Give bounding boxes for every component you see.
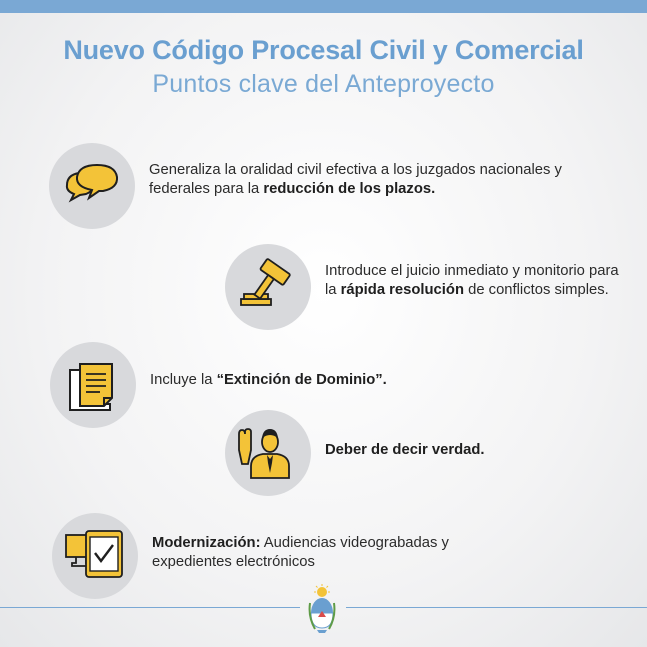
- item-2-text: Introduce el juicio inmediato y monitorio para la rápida resolución de conflictos simples.: [325, 263, 619, 298]
- documents-icon: [50, 342, 136, 428]
- footer-line-left: [0, 607, 300, 608]
- item-2-circle: [225, 244, 311, 330]
- footer-line-right: [346, 607, 647, 608]
- argentina-coat-of-arms-icon: [307, 583, 337, 635]
- item-5-circle: [52, 513, 138, 599]
- page-subtitle: Puntos clave del Anteproyecto: [152, 70, 495, 98]
- top-bar: [0, 0, 647, 13]
- item-3-circle: [50, 342, 136, 428]
- page-title: Nuevo Código Procesal Civil y Comercial: [63, 35, 584, 65]
- speech-bubbles-icon: [49, 143, 135, 229]
- gavel-icon: [225, 244, 311, 330]
- devices-checkmark-icon: [52, 513, 138, 599]
- item-4-text: Deber de decir verdad.: [325, 442, 485, 458]
- item-4-circle: [225, 410, 311, 496]
- person-raising-hand-icon: [225, 410, 311, 496]
- item-5-text: Modernización: Audiencias videograbadas y expedientes electrónicos: [152, 535, 449, 570]
- item-3-text: Incluye la “Extinción de Dominio”.: [150, 372, 387, 388]
- item-1-text: Generaliza la oralidad civil efectiva a los juzgados nacionales y federales para la reducción de los plazos.: [149, 162, 562, 197]
- item-1-circle: [49, 143, 135, 229]
